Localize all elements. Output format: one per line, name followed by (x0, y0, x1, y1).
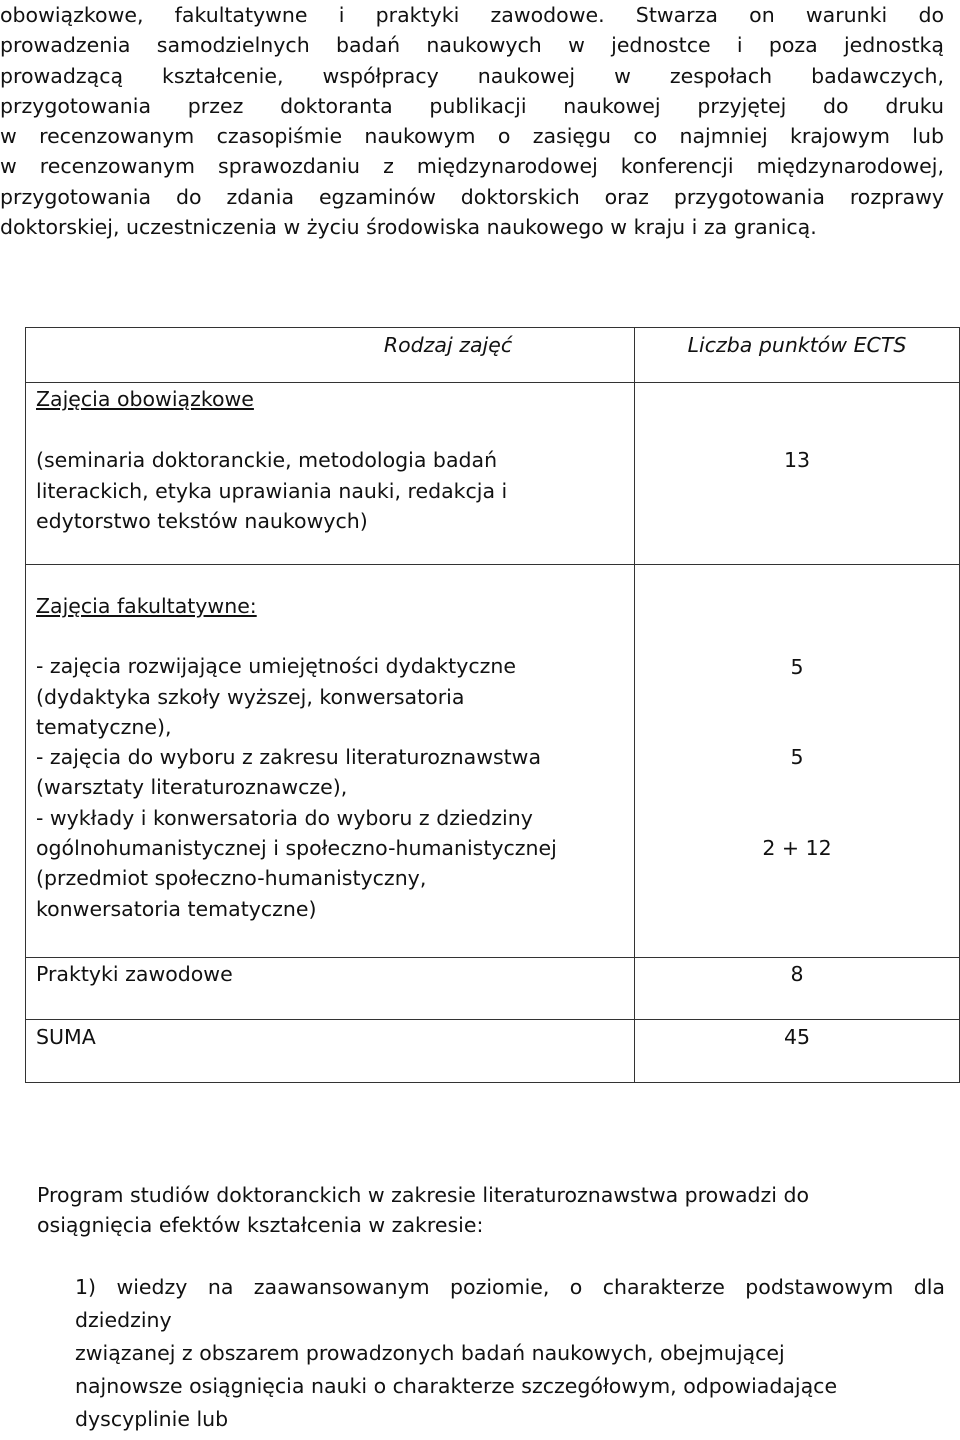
optional-description-cell (26, 565, 635, 958)
header-cell-ects (635, 328, 960, 383)
intro-line: prowadzącą kształcenie, współpracy naukowej w zespołach badawczych, (0, 63, 944, 88)
table-row-obligatory (26, 383, 960, 565)
intro-line: przygotowania do zdania egzaminów doktorskich oraz przygotowania rozprawy (0, 184, 944, 209)
practice-points-cell (635, 958, 960, 1020)
optional-line: (warsztaty literaturoznawcze), (36, 775, 348, 800)
intro-line: obowiązkowe, fakultatywne i praktyki zawodowe. Stwarza on warunki do (0, 3, 944, 27)
optional-line: tematyczne), (36, 714, 172, 739)
optional-line: - zajęcia rozwijające umiejętności dydaktyczne (36, 654, 516, 679)
practice-label: Praktyki zawodowe (36, 962, 233, 986)
optional-line: ogólnohumanistycznej i społeczno-humanistycznej (36, 836, 557, 861)
header-cell-course-type (26, 328, 635, 383)
sum-points: 45 (783, 1025, 811, 1049)
effects-line: związanej z obszarem prowadzonych badań naukowych, obejmującej (75, 1341, 785, 1365)
intro-line: w recenzowanym czasopiśmie naukowym o zasięgu co najmniej krajowym lub (0, 124, 944, 149)
sum-points-cell (635, 1020, 960, 1083)
obligatory-description-cell (26, 383, 635, 565)
practice-points: 8 (790, 962, 804, 986)
effects-line: najnowsze osiągnięcia nauki o charakterze szczegółowym, odpowiadające (75, 1374, 838, 1398)
obligatory-line: edytorstwo tekstów naukowych) (36, 508, 368, 533)
optional-line: - wykłady i konwersatoria do wyboru z dziedziny (36, 805, 533, 830)
intro-line: prowadzenia samodzielnych badań naukowych w jednostce i poza jednostką (0, 33, 944, 58)
intro-line: w recenzowanym sprawozdaniu z międzynarodowej konferencji międzynarodowej, (0, 154, 944, 179)
effects-line: 1) wiedzy na zaawansowanym poziomie, o charakterze podstawowym dla (75, 1275, 945, 1299)
learning-effects-list (75, 1271, 945, 1436)
optional-points-literary: 5 (790, 745, 804, 770)
optional-title: Zajęcia fakultatywne: (36, 594, 257, 618)
obligatory-points: 13 (783, 448, 811, 472)
obligatory-line: (seminaria doktoranckie, metodologia badań (36, 448, 498, 473)
optional-points-didactic: 5 (790, 655, 804, 679)
outro-line: osiągnięcia efektów kształcenia w zakresie: (37, 1213, 484, 1238)
effects-line: dziedziny (75, 1308, 172, 1332)
table-header-row (26, 328, 960, 383)
optional-line: - zajęcia do wyboru z zakresu literaturoznawstwa (36, 745, 542, 770)
obligatory-line: literackich, etyka uprawiania nauki, redakcja i (36, 478, 508, 503)
table-row-optional (26, 565, 960, 958)
obligatory-title: Zajęcia obowiązkowe (36, 387, 254, 411)
optional-line: konwersatoria tematyczne) (36, 896, 317, 921)
header-course-type: Rodzaj zajęć (383, 333, 513, 357)
sum-label: SUMA (36, 1025, 96, 1049)
optional-points-lectures: 2 + 12 (762, 835, 832, 860)
outro-paragraph (37, 1180, 947, 1241)
intro-paragraph (0, 0, 944, 242)
table-row-sum (26, 1020, 960, 1083)
header-ects: Liczba punktów ECTS (687, 333, 907, 357)
practice-label-cell (26, 958, 635, 1020)
intro-line: przygotowania przez doktoranta publikacji naukowej przyjętej do druku (0, 93, 944, 118)
obligatory-points-cell (635, 383, 960, 565)
outro-line: Program studiów doktoranckich w zakresie literaturoznawstwa prowadzi do (37, 1183, 810, 1207)
optional-points-cell (635, 565, 960, 958)
ects-table (25, 327, 960, 1083)
optional-line: (dydaktyka szkoły wyższej, konwersatoria (36, 684, 465, 709)
intro-line: doktorskiej, uczestniczenia w życiu środowiska naukowego w kraju i za granicą. (0, 215, 817, 240)
sum-label-cell (26, 1020, 635, 1083)
table-row-practice (26, 958, 960, 1020)
effects-line: dyscyplinie lub (75, 1407, 229, 1431)
optional-line: (przedmiot społeczno-humanistyczny, (36, 866, 427, 891)
